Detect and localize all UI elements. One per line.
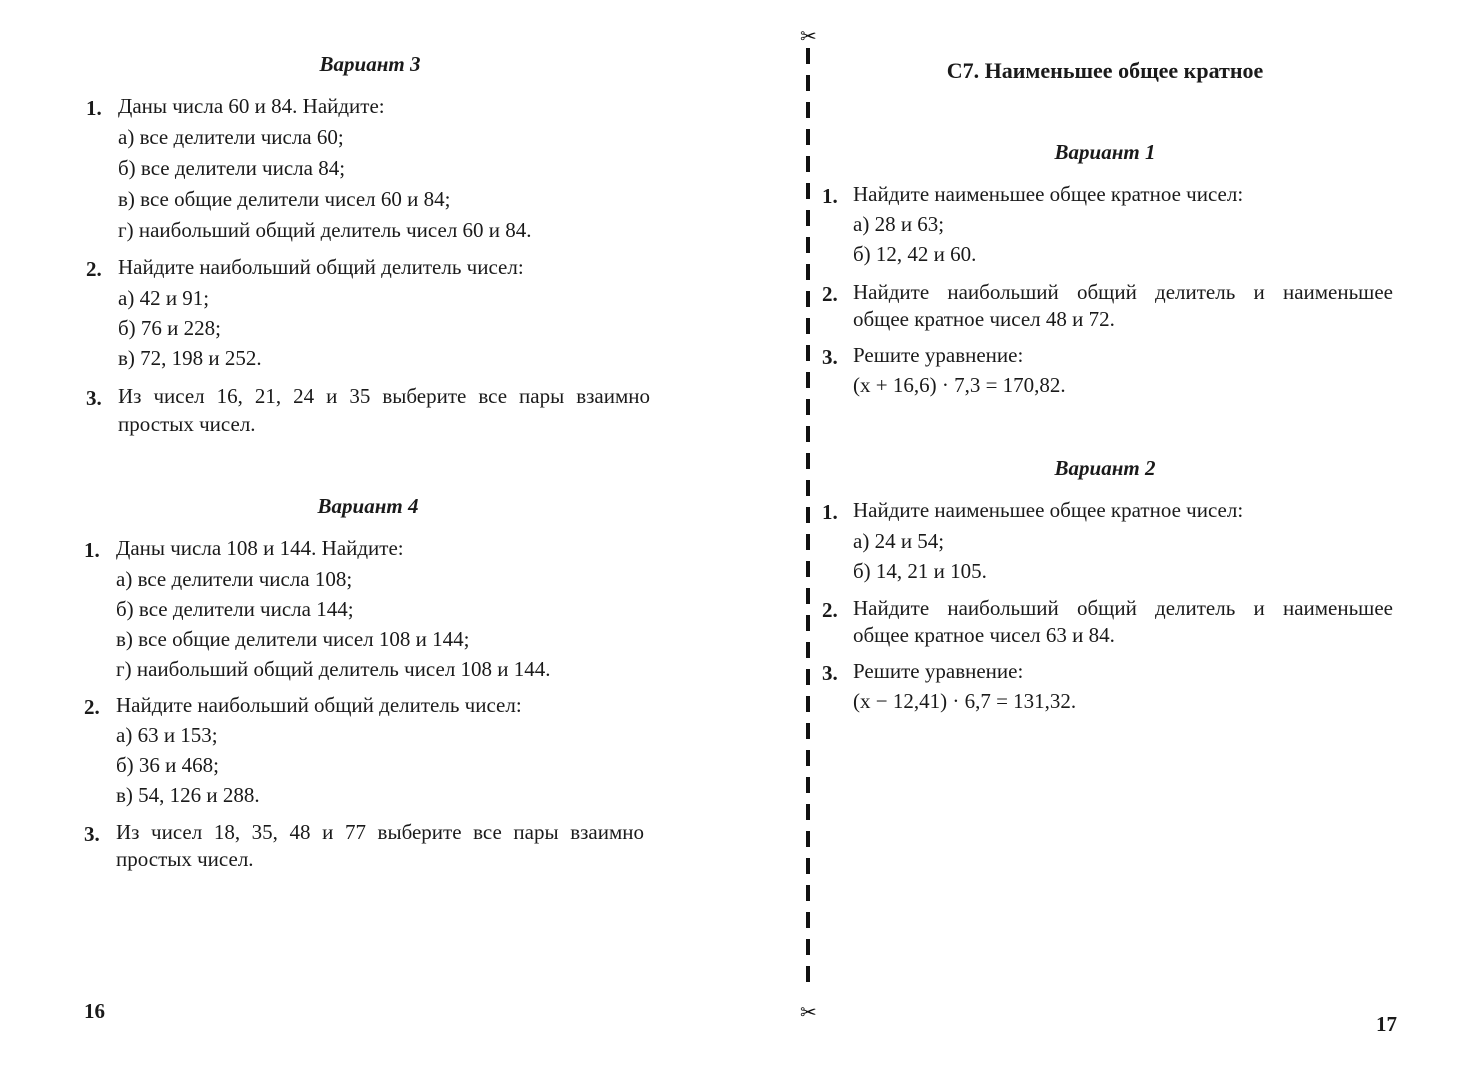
cut-line-divider bbox=[806, 48, 810, 983]
subtask: в) 54, 126 и 288. bbox=[116, 783, 260, 807]
subtask: б) 14, 21 и 105. bbox=[853, 559, 987, 583]
task-text: Решите уравнение: bbox=[853, 343, 1024, 367]
subtask: а) 24 и 54; bbox=[853, 529, 945, 553]
subtask: б) все делители числа 144; bbox=[116, 597, 354, 621]
variant-3-title: Вариант 3 bbox=[319, 52, 421, 76]
subtask: б) все делители числа 84; bbox=[118, 156, 346, 180]
task-text-cont: простых чисел. bbox=[116, 847, 254, 871]
subtask: а) 42 и 91; bbox=[118, 286, 210, 310]
subtask: г) наибольший общий делитель чисел 108 и 144. bbox=[116, 657, 551, 681]
task-text: Найдите наименьшее общее кратное чисел: bbox=[853, 182, 1244, 206]
subtask: б) 36 и 468; bbox=[116, 753, 220, 777]
subtask: б) 76 и 228; bbox=[118, 316, 222, 340]
section-title: С7. Наименьшее общее кратное bbox=[946, 58, 1264, 83]
task-text: Найдите наибольший общий делитель чисел: bbox=[116, 693, 522, 717]
subtask: в) все общие делители чисел 60 и 84; bbox=[118, 187, 451, 211]
subtask: а) все делители числа 108; bbox=[116, 567, 353, 591]
task-number: 1. bbox=[822, 500, 838, 524]
subtask: в) 72, 198 и 252. bbox=[118, 346, 262, 370]
task-text-cont: простых чисел. bbox=[118, 412, 256, 436]
task-text: Решите уравнение: bbox=[853, 659, 1024, 683]
task-text: Найдите наибольший общий делитель и наименьшее bbox=[853, 596, 1393, 620]
subtask: б) 12, 42 и 60. bbox=[853, 242, 977, 266]
task-text: Даны числа 60 и 84. Найдите: bbox=[118, 94, 385, 118]
task-number: 1. bbox=[86, 96, 102, 120]
subtask: г) наибольший общий делитель чисел 60 и 84. bbox=[118, 218, 532, 242]
page-number: 17 bbox=[1376, 1012, 1397, 1036]
subtask: а) все делители числа 60; bbox=[118, 125, 344, 149]
task-number: 1. bbox=[84, 538, 100, 562]
subtask: а) 28 и 63; bbox=[853, 212, 945, 236]
variant-4-title: Вариант 4 bbox=[317, 494, 419, 518]
task-number: 2. bbox=[84, 695, 100, 719]
page-number: 16 bbox=[84, 999, 105, 1023]
variant-1-title: Вариант 1 bbox=[1054, 140, 1156, 164]
scissors-icon: ✂ bbox=[800, 1000, 817, 1024]
task-number: 2. bbox=[86, 257, 102, 281]
task-number: 3. bbox=[84, 822, 100, 846]
task-text: Из чисел 18, 35, 48 и 77 выберите все пары взаимно bbox=[116, 820, 644, 844]
subtask: а) 63 и 153; bbox=[116, 723, 218, 747]
task-number: 3. bbox=[822, 345, 838, 369]
task-text: Найдите наименьшее общее кратное чисел: bbox=[853, 498, 1244, 522]
scissors-icon: ✂ bbox=[800, 24, 817, 48]
task-text-cont: общее кратное чисел 48 и 72. bbox=[853, 307, 1115, 331]
equation: (x + 16,6) · 7,3 = 170,82. bbox=[853, 373, 1066, 397]
task-number: 1. bbox=[822, 184, 838, 208]
task-number: 3. bbox=[86, 386, 102, 410]
task-text: Из чисел 16, 21, 24 и 35 выберите все пары взаимно bbox=[118, 384, 650, 408]
subtask: в) все общие делители чисел 108 и 144; bbox=[116, 627, 470, 651]
task-text: Найдите наибольший общий делитель чисел: bbox=[118, 255, 524, 279]
task-number: 2. bbox=[822, 282, 838, 306]
task-text: Даны числа 108 и 144. Найдите: bbox=[116, 536, 404, 560]
task-text-cont: общее кратное чисел 63 и 84. bbox=[853, 623, 1115, 647]
task-number: 2. bbox=[822, 598, 838, 622]
variant-2-title: Вариант 2 bbox=[1054, 456, 1156, 480]
task-text: Найдите наибольший общий делитель и наименьшее bbox=[853, 280, 1393, 304]
right-page bbox=[820, 0, 1467, 1080]
equation: (x − 12,41) · 6,7 = 131,32. bbox=[853, 689, 1077, 713]
task-number: 3. bbox=[822, 661, 838, 685]
